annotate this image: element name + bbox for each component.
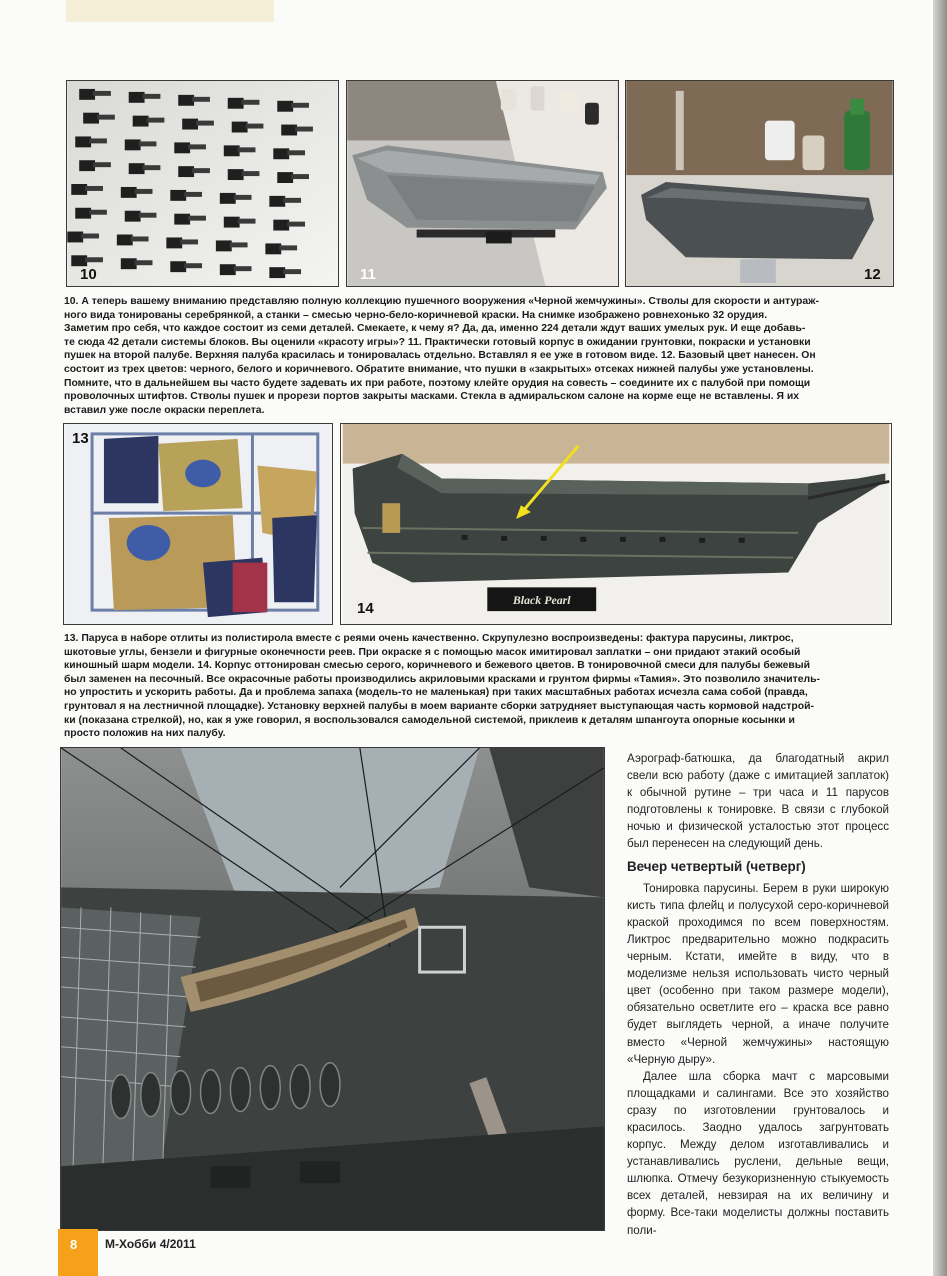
deck-image (61, 748, 604, 1230)
caption-photos-13-14 (64, 632, 900, 741)
section-heading: Вечер четвертый (четверг) (627, 858, 806, 874)
cannons-image (67, 81, 338, 286)
photo-number: 10 (80, 266, 97, 283)
caption-line: ки (показана стрелкой), но, как я уже говорил, я воспользовался самодельной системой, приклеив к деталям шпангоута опорные косынки и (64, 714, 795, 726)
caption-line: вставил уже после окраски переплета. (64, 404, 265, 416)
photo-11-hull (346, 80, 619, 287)
caption-line: те сюда 42 детали системы блоков. Вы оценили «красоту игры»? 11. Практически готовый корпус в ожидании грунтовки, покраски и установки (64, 336, 811, 348)
caption-line: ного вида тонированы серебрянкой, а станки – смесью черно-бело-коричневой краски. На снимке изображено ровнехонько 32 орудия. (64, 309, 768, 321)
caption-line: киношный шарм модели. 14. Корпус оттонирован смесью серого, коричневого и бежевого цветов. В тонировочной смеси для палубы бежевый (64, 660, 811, 672)
caption-photos-10-12 (64, 295, 900, 417)
article-paragraph: Тонировка парусины. Берем в руки широкую кисть типа флейц и полусухой серо-коричневой краской проходимся по всем поверхностям. Ликтрос предварительно можно подкрасить черным. Кстати, имейте в виду, что в моделизме нельзя использовать чисто черный цвет (особенно при таком размере модели), обязательно осветлите его – краска все равно будет выглядеть черной, а иначе получите вместо «Черной жемчужины» настоящую «Черную дыру». (627, 881, 889, 1066)
caption-line: Помните, что в дальнейшем вы часто будете задевать их при работе, поэтому клейте орудия на совесть – соедините их с палубой при помощи (64, 377, 811, 389)
photo-number: 14 (357, 600, 374, 617)
page-number-tab (58, 1229, 98, 1276)
caption-line: но упростить и ускорить работы. Да и проблема запаха (модель-то не маленькая) при таких масштабных работах исчезла сама собой (правда, (64, 687, 808, 699)
stand-nameplate: Black Pearl (512, 593, 571, 608)
caption-line: просто положив на них палубу. (64, 728, 226, 740)
top-decor-tab (66, 0, 274, 22)
article-column (627, 750, 889, 1239)
photo-14-hull-toned (340, 423, 892, 625)
photo-12-base-color (625, 80, 894, 287)
caption-line: Заметим про себя, что каждое состоит из семи деталей. Смекаете, к чему я? Да, да, именно 224 детали ждут ваших умелых рук. И еще добавь- (64, 323, 806, 335)
caption-line: грунтовал я на лестничной площадке). Установку верхней палубы в моем варианте сборки затрудняет выступающая часть кормовой надстрой- (64, 700, 814, 712)
sails-image (64, 424, 332, 624)
caption-line: шкотовые углы, бензели и фигурные оконечности реев. При окраске я с помощью масок имитировал заплатки – они придают этакий особый (64, 646, 801, 658)
photo-number: 13 (72, 430, 89, 447)
article-intro: Аэрограф-батюшка, да благодатный акрил свели всю работу (даже с имитацией заплаток) к обычной рутине – три часа и 11 парусов подготовлены к тонировке. В связи с глубокой ночью и физической усталостью этот процесс был перенесен на следующий день. (627, 752, 889, 851)
photo-number: 12 (864, 266, 881, 283)
magazine-issue: М-Хобби 4/2011 (105, 1237, 196, 1251)
caption-line: состоит из трех цветов: черного, белого и коричневого. Обратите внимание, что пушки в «закрытых» отсеках нижней палубы уже установлены. (64, 363, 814, 375)
photo-deck-closeup (60, 747, 605, 1231)
page-edge-shadow (933, 0, 947, 1276)
caption-line: проволочных штифтов. Стволы пушек и прорези портов закрыты масками. Стекла в адмиральском салоне на корме еще не вставлены. Я их (64, 391, 800, 403)
caption-line: был заменен на песочный. Все окрасочные работы производились акриловыми красками и грунтом фирмы «Тамия». Это позволило значитель- (64, 673, 820, 685)
caption-line: 13. Паруса в наборе отлиты из полистирола вместе с реями очень качественно. Скрупулезно воспроизведены: фактура парусины, ликтрос, (64, 633, 794, 644)
page-number: 8 (70, 1237, 78, 1252)
caption-line: 10. А теперь вашему вниманию представляю полную коллекцию пушечного вооружения «Черной жемчужины». Стволы для скорости и антураж- (64, 296, 819, 307)
hull-image (347, 81, 618, 286)
caption-line: пушек на второй палубе. Верхняя палуба красилась и тонировалась отдельно. Вставлял я ее уже в готовом виде. 12. Базовый цвет нанесен. Он (64, 350, 816, 362)
article-paragraph: Далее шла сборка мачт с марсовыми площадками и салингами. Все это хозяйство сразу по изготовлении грунтовалось и красилось. Заодно удалось загрунтовать корпус. Между делом изготавливались и устанавливались руслени, дельные вещи, шлюпка. Отмечу безукоризненную стыкуемость всех деталей, невзирая на их величину и форму. Все-таки моделисты должны поставить поли- (627, 1069, 889, 1237)
painted-hull-image (626, 81, 893, 286)
photo-10-cannons (66, 80, 339, 287)
photo-13-sails (63, 423, 333, 625)
photo-number: 11 (360, 266, 376, 283)
black-pearl-hull-image (341, 424, 891, 624)
